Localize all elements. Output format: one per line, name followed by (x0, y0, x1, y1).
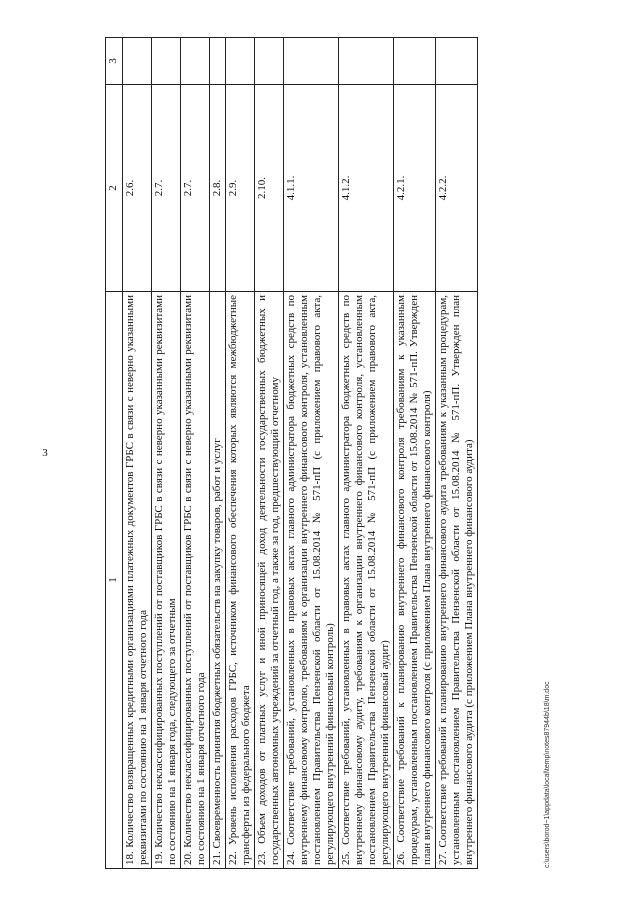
row-description: 19. Количество неклассифицированных поступлений от поставщиков ГРБС в связи с неверно указанными реквизитами по состоянию на 1 января года, следующего за отчетным (152, 292, 181, 869)
table-row (226, 38, 255, 869)
row-reference: 2.7. (152, 85, 181, 292)
row-reference: 4.1.2. (339, 85, 394, 292)
row-value (152, 38, 181, 85)
row-description: 23. Объем доходов от платных услуг и иной приносящей доход деятельности государственных бюджетных и государственных автономных учреждений за отчетный год, а также за год, предшествующий отчетному (255, 292, 284, 869)
row-value (123, 38, 152, 85)
row-reference: 2.10. (255, 85, 284, 292)
row-reference: 4.1.1. (284, 85, 339, 292)
row-description: 27. Соответствие требований к планированию внутреннего финансового аудита требованиям к указанным процедурам, установленным постановлением Правительства Пензенской области от 15.08.2014 № 571-пП. Утвержден план внутреннего финансового аудита (с приложением Плана внутреннего финансового аудита) (436, 292, 478, 869)
row-reference: 2.7. (181, 85, 210, 292)
row-value (394, 38, 436, 85)
table-row (339, 38, 394, 869)
header-col-1: 1 (106, 292, 123, 869)
table-row (123, 38, 152, 869)
table-row (284, 38, 339, 869)
row-reference: 2.8. (210, 85, 226, 292)
header-col-2: 2 (106, 85, 123, 292)
table-row (181, 38, 210, 869)
row-description: 21. Своевременность принятия бюджетных обязательств на закупку товаров, работ и услуг (210, 292, 226, 869)
row-description: 22. Уровень исполнения расходов ГРБС, источником финансового обеспечения которых являются межбюджетные трансферты из федерального бюджета (226, 292, 255, 869)
rotated-page-content (20, 22, 620, 882)
row-value (181, 38, 210, 85)
row-description: 26. Соответствие требований к планированию внутреннего финансового контроля требованиям к указанным процедурам, установленным постановлением Правительства Пензенской области от 15.08.2014 № 571-пП. Утвержден план внутреннего финансового контроля (с приложением Плана внутреннего финансового контроля) (394, 292, 436, 869)
row-description: 24. Соответствие требований, установленных в правовых актах главного администратора бюджетных средств по внутреннему финансовому контролю, требованиям к организации внутреннего финансового контроля, установленным постановлением Правительства Пензенской области от 15.08.2014 № 571-пП (с приложением правового акта, регулирующего внутренний финансовый контроль) (284, 292, 339, 869)
file-path-footer: c:\users\borod~1\appdata\local\temp\notes87944b\18\m.doc (544, 681, 551, 868)
indicators-table (105, 37, 478, 869)
row-description: 20. Количество неклассифицированных поступлений от поставщиков ГРБС в связи с неверно указанными реквизитами по состоянию на 1 января отчетного года (181, 292, 210, 869)
row-value (339, 38, 394, 85)
table-row (255, 38, 284, 869)
table-row (394, 38, 436, 869)
row-value (255, 38, 284, 85)
table-row (152, 38, 181, 869)
table-row (210, 38, 226, 869)
row-reference: 4.2.1. (394, 85, 436, 292)
row-reference: 4.2.2. (436, 85, 478, 292)
row-description: 25. Соответствие требований, установленных в правовых актах главного администратора бюджетных средств по внутреннему финансовому аудиту, требованиям к организации внутреннего финансового контроля, установленным постановлением Правительства Пензенской области от 15.08.2014 № 571-пП (с приложением правового акта, регулирующего внутренний финансовый аудит) (339, 292, 394, 869)
row-value (210, 38, 226, 85)
row-reference: 2.9. (226, 85, 255, 292)
table-row (436, 38, 478, 869)
row-value (226, 38, 255, 85)
header-col-3: 3 (106, 38, 123, 85)
table-header-row (106, 38, 123, 869)
page-number: 3 (42, 447, 48, 459)
row-value (284, 38, 339, 85)
row-reference: 2.6. (123, 85, 152, 292)
row-value (436, 38, 478, 85)
row-description: 18. Количество возвращенных кредитными организациями платежных документов ГРБС в связи с неверно указанными реквизитами по состоянию на 1 января отчетного года (123, 292, 152, 869)
